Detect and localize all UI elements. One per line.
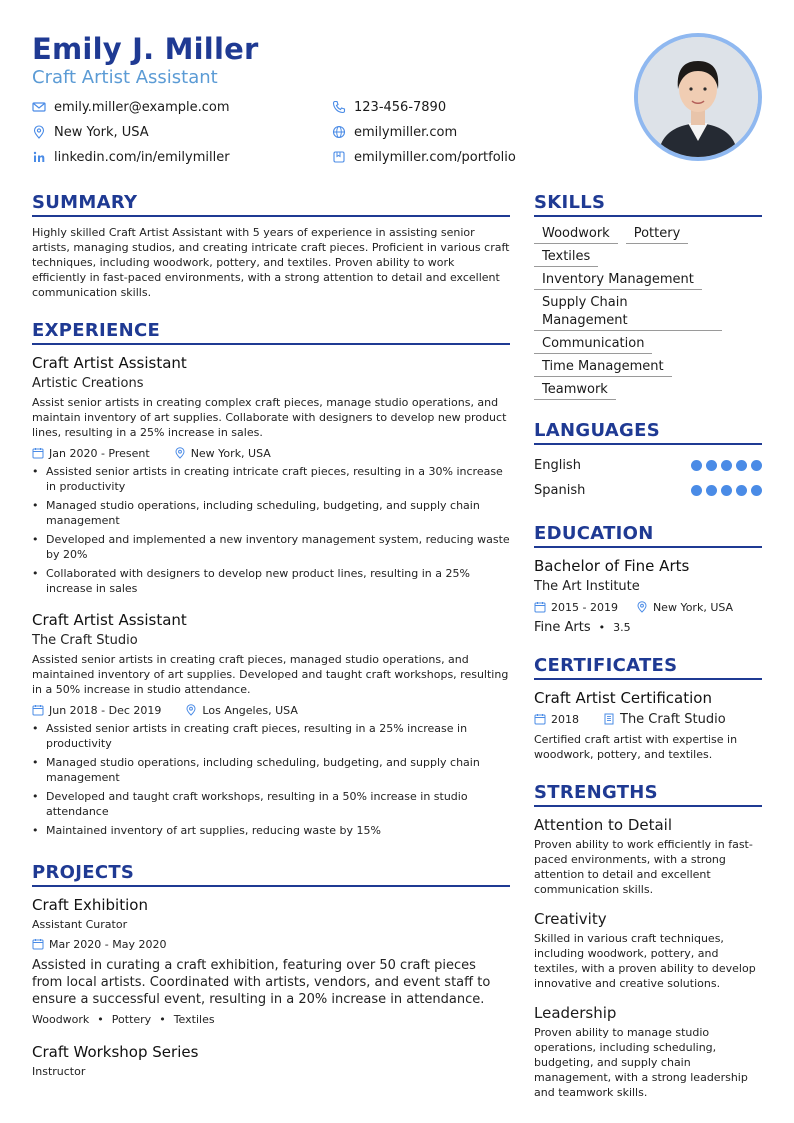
strength-text: Skilled in various craft techniques, including woodwork, pottery, and textiles, with a proven ability to develop innovative and creative solutions. — [534, 932, 756, 990]
certificate-name: Craft Artist Certification — [534, 689, 712, 707]
project-meta — [32, 937, 510, 951]
separator-dot: • — [598, 621, 606, 634]
strength-text: Proven ability to manage studio operations, including scheduling, budgeting, and supply chain management, with a strong leadership and teamwork skills. — [534, 1026, 748, 1099]
job-entry — [32, 353, 510, 596]
contact-text: linkedin.com/in/emilymiller — [54, 149, 230, 165]
job-location: Los Angeles, USA — [202, 703, 298, 717]
project-tags: Woodwork • Pottery • Textiles — [32, 1013, 215, 1026]
level-dot — [706, 460, 717, 471]
education-dates: 2015 - 2019 — [551, 600, 618, 614]
contact-location — [32, 123, 332, 141]
job-dates: Jun 2018 - Dec 2019 — [49, 703, 162, 717]
section-title: EXPERIENCE — [32, 320, 510, 345]
project-entry — [32, 895, 510, 1026]
candidate-name: Emily J. Miller — [32, 32, 259, 66]
projects-section — [32, 862, 510, 1079]
section-title: SKILLS — [534, 192, 762, 217]
contact-email[interactable] — [32, 98, 332, 116]
contact-text: New York, USA — [54, 124, 149, 140]
calendar-icon — [32, 447, 44, 459]
project-tag: Pottery — [111, 1013, 152, 1026]
phone-icon — [332, 100, 346, 114]
skill-tag: Teamwork — [534, 381, 616, 400]
language-name: Spanish — [534, 483, 586, 498]
job-description: Assisted senior artists in creating craft pieces, managed studio operations, and maintained inventory of art supplies. Developed and taught craft workshops, resulting in a 50% increase in studio attendance. — [32, 653, 509, 696]
level-dot — [736, 460, 747, 471]
strength-title: Creativity — [534, 910, 607, 928]
skills-list — [534, 225, 762, 400]
experience-section — [32, 320, 510, 838]
summary-section — [32, 192, 510, 300]
job-meta — [32, 446, 510, 460]
calendar-icon — [32, 938, 44, 950]
section-title: CERTIFICATES — [534, 655, 762, 680]
contact-phone[interactable] — [332, 98, 552, 116]
list-item: • Assisted senior artists in creating craft pieces, resulting in a 25% increase in productivity — [32, 721, 510, 751]
contact-text: emilymiller.com — [354, 124, 458, 140]
strength-entry — [534, 1003, 762, 1100]
certificate-meta — [534, 712, 762, 726]
calendar-icon — [534, 713, 546, 725]
job-bullets — [32, 721, 510, 838]
project-tag: Woodwork — [32, 1013, 90, 1026]
certificate-issuer: The Craft Studio — [620, 711, 726, 727]
job-entry — [32, 610, 510, 838]
skills-section — [534, 192, 762, 400]
company-name: The Craft Studio — [32, 633, 138, 648]
left-column — [32, 192, 510, 1099]
contact-text: emily.miller@example.com — [54, 99, 230, 115]
profile-photo — [634, 33, 762, 161]
contact-list — [32, 98, 552, 166]
project-dates: Mar 2020 - May 2020 — [49, 937, 167, 951]
strength-entry — [534, 815, 762, 897]
list-item: • Maintained inventory of art supplies, reducing waste by 15% — [32, 823, 510, 838]
education-field-row — [534, 620, 762, 635]
section-title: SUMMARY — [32, 192, 510, 217]
job-location: New York, USA — [190, 446, 271, 460]
calendar-icon — [534, 601, 546, 613]
location-icon — [185, 704, 197, 716]
resume-header — [32, 30, 592, 90]
list-item: • Developed and implemented a new inventory management system, reducing waste by 20% — [32, 532, 510, 562]
level-dot — [751, 460, 762, 471]
contact-text: 123-456-7890 — [354, 99, 447, 115]
portfolio-icon — [332, 150, 346, 164]
summary-text: Highly skilled Craft Artist Assistant with 5 years of experience in assisting senior artists, managing studios, and creating intricate craft pieces. Proficient in various craft techniques, including woodwork, pottery, and textiles. Proven ability to work efficiently in fast-paced environments, with a strong attention to detail and excellent communication skills. — [32, 226, 510, 299]
contact-text: emilymiller.com/portfolio — [354, 149, 516, 165]
list-item: • Managed studio operations, including scheduling, budgeting, and supply chain management — [32, 498, 510, 528]
section-title: STRENGTHS — [534, 782, 762, 807]
job-bullets — [32, 464, 510, 596]
school-name: The Art Institute — [534, 579, 640, 594]
skill-tag: Textiles — [534, 248, 598, 267]
level-dot — [736, 485, 747, 496]
education-gpa: 3.5 — [613, 621, 631, 634]
list-item: • Developed and taught craft workshops, resulting in a 50% increase in studio attendance — [32, 789, 510, 819]
linkedin-icon — [32, 150, 46, 164]
certificate-description: Certified craft artist with expertise in woodwork, pottery, and textiles. — [534, 733, 738, 761]
language-row — [534, 453, 762, 478]
languages-section — [534, 420, 762, 503]
right-column — [534, 192, 762, 1120]
project-tag: Textiles — [173, 1013, 215, 1026]
contact-website[interactable] — [332, 123, 552, 141]
project-role: Assistant Curator — [32, 918, 128, 931]
candidate-role: Craft Artist Assistant — [32, 67, 218, 88]
language-level-dots — [691, 485, 762, 496]
location-icon — [174, 447, 186, 459]
certificate-year: 2018 — [551, 712, 579, 726]
location-icon — [636, 601, 648, 613]
email-icon — [32, 100, 46, 114]
language-level-dots — [691, 460, 762, 471]
job-title: Craft Artist Assistant — [32, 611, 187, 629]
company-name: Artistic Creations — [32, 376, 144, 391]
contact-linkedin[interactable] — [32, 148, 332, 166]
strengths-section — [534, 782, 762, 1100]
education-meta — [534, 600, 762, 614]
list-item: • Managed studio operations, including scheduling, budgeting, and supply chain management — [32, 755, 510, 785]
strength-entry — [534, 909, 762, 991]
list-item: • Assisted senior artists in creating intricate craft pieces, resulting in a 30% increase in productivity — [32, 464, 510, 494]
degree-title: Bachelor of Fine Arts — [534, 557, 690, 575]
skill-tag: Supply Chain Management — [534, 294, 722, 331]
contact-portfolio[interactable] — [332, 148, 552, 166]
skill-tag: Pottery — [626, 225, 689, 244]
strength-title: Leadership — [534, 1004, 617, 1022]
job-dates: Jan 2020 - Present — [49, 446, 150, 460]
level-dot — [751, 485, 762, 496]
section-title: LANGUAGES — [534, 420, 762, 445]
project-description: Assisted in curating a craft exhibition, featuring over 50 craft pieces from local artists. Coordinated with artists, vendors, and event staff to ensure a successful event, resulting in a 20% increase in attendance. — [32, 958, 491, 1007]
globe-icon — [332, 125, 346, 139]
level-dot — [721, 485, 732, 496]
strength-text: Proven ability to work efficiently in fast-paced environments, with a strong attention to detail and excellent communication skills. — [534, 838, 753, 896]
level-dot — [691, 485, 702, 496]
language-row — [534, 478, 762, 503]
section-title: EDUCATION — [534, 523, 762, 548]
profile-portrait-icon — [638, 37, 758, 157]
skill-tag: Woodwork — [534, 225, 618, 244]
level-dot — [706, 485, 717, 496]
skill-tag: Communication — [534, 335, 652, 354]
project-title: Craft Exhibition — [32, 896, 148, 914]
level-dot — [691, 460, 702, 471]
education-section — [534, 523, 762, 635]
project-title: Craft Workshop Series — [32, 1043, 199, 1061]
job-meta — [32, 703, 510, 717]
institution-icon — [603, 713, 615, 725]
education-field: Fine Arts — [534, 620, 591, 635]
calendar-icon — [32, 704, 44, 716]
education-location: New York, USA — [652, 600, 734, 614]
certificates-section — [534, 655, 762, 762]
skill-tag: Time Management — [534, 358, 672, 377]
job-title: Craft Artist Assistant — [32, 354, 187, 372]
project-role: Instructor — [32, 1065, 86, 1078]
section-title: PROJECTS — [32, 862, 510, 887]
project-entry — [32, 1042, 510, 1079]
skill-tag: Inventory Management — [534, 271, 702, 290]
list-item: • Collaborated with designers to develop new product lines, resulting in a 25% increase in sales — [32, 566, 510, 596]
language-name: English — [534, 458, 581, 473]
location-icon — [32, 125, 46, 139]
strength-title: Attention to Detail — [534, 816, 673, 834]
level-dot — [721, 460, 732, 471]
job-description: Assist senior artists in creating complex craft pieces, manage studio operations, and maintain inventory of art supplies. Collaborate with designers to develop new product lines, resulting in a 25% increase in sales. — [32, 396, 507, 439]
